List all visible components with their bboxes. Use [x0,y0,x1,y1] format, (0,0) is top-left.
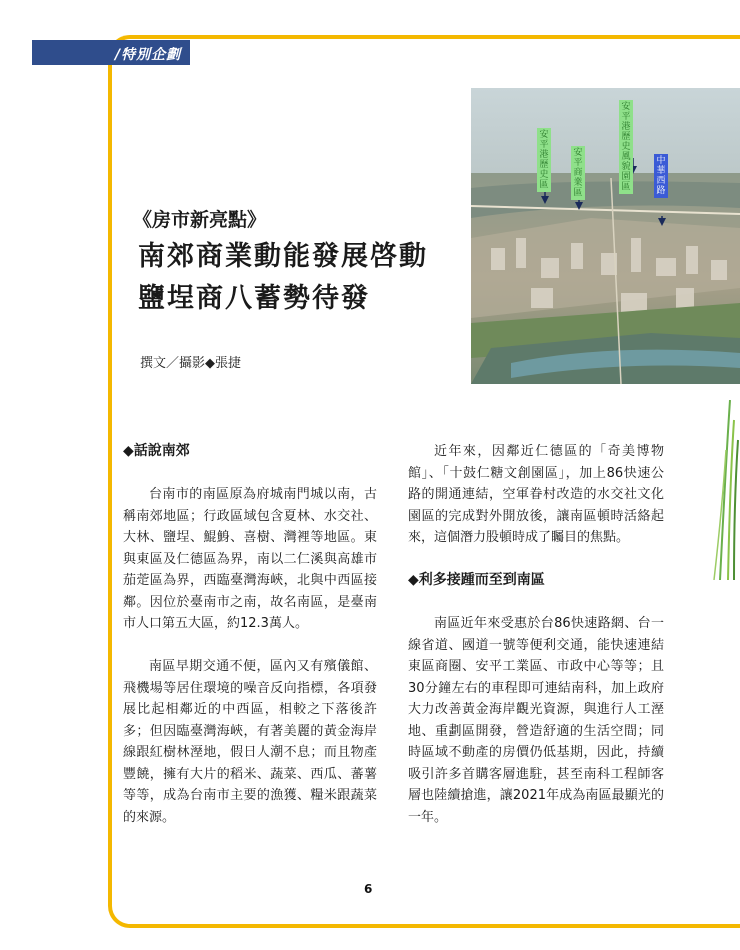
photo-label-zhonghua-road: 中華西路 [654,154,668,198]
article-title [138,236,428,320]
photo-label-anping-port: 安平港歷史區 [537,128,551,192]
right-paragraph: 南區近年來受惠於台86快速路網、台一線省道、國道一號等便利交通，能快速連結東區商圈、安平工業區、市政中心等等；且30分鐘左右的車程即可連結南科，加上政府大力改善黃金海岸觀光資源，與進行人工溼地、重劃區開發，營造舒適的生活空間；同時區域不動產的房價仍低基期，因此，持續吸引許多首購客層進駐，甚至南科工程師客層也陸續搶進，讓2021年成為南區最顯光的一年。 [408,616,664,825]
photo-label-anping-commercial: 安平商業區 [571,146,585,200]
section-tag: /特別企劃 [115,47,182,63]
page-number: 6 [364,882,373,896]
right-column-heading: ◆利多接踵而至到南區 [408,572,545,588]
grass-decoration [700,400,740,580]
aerial-city-photo [471,88,740,384]
left-column [123,441,377,850]
right-intro-paragraph: 近年來，因鄰近仁德區的「奇美博物館」、「十鼓仁糖文創園區」，加上86快速公路的開通連結，空軍眷村改造的水交社文化園區的完成對外開放後，讓南區頓時活絡起來，這個潛力股頓時成了矚目的焦點。 [408,444,664,545]
left-column-heading: ◆話說南郊 [123,443,190,459]
article-title-line-1: 南郊商業動能發展啓動 [138,241,428,272]
photo-label-anping-historic: 安平港歷史風貌園區 [619,100,633,194]
aerial-photo-illustration [471,88,740,384]
article-byline: 撰文／攝影◆張捷 [140,356,241,371]
left-paragraph-2: 南區早期交通不便，區內又有殯儀館、飛機場等居住環境的噪音反向指標，各項發展比起相鄰近的中西區，相較之下落後許多；但因臨臺灣海峽，有著美麗的黃金海岸線跟紅樹林溼地，假日人潮不息；而且物產豐饒，擁有大片的稻米、蔬菜、西瓜、蕃薯等等，成為台南市主要的漁獲、糧米跟蔬菜的來源。 [123,659,377,825]
article-subtitle: 《房市新亮點》 [133,209,267,231]
left-paragraph-1: 台南市的南區原為府城南門城以南，古稱南郊地區；行政區域包含夏林、水交社、大林、鹽埕、鯤鯓、喜樹、灣裡等地區。東與東區及仁德區為界，南以二仁溪與高雄市茄萣區為界，西臨臺灣海峽，北與中西區接鄰。因位於臺南市之南，故名南區，是臺南市人口第五大區，約12.3萬人。 [123,487,377,631]
article-title-line-2: 鹽埕商八蓄勢待發 [138,283,370,314]
right-column [408,441,664,850]
